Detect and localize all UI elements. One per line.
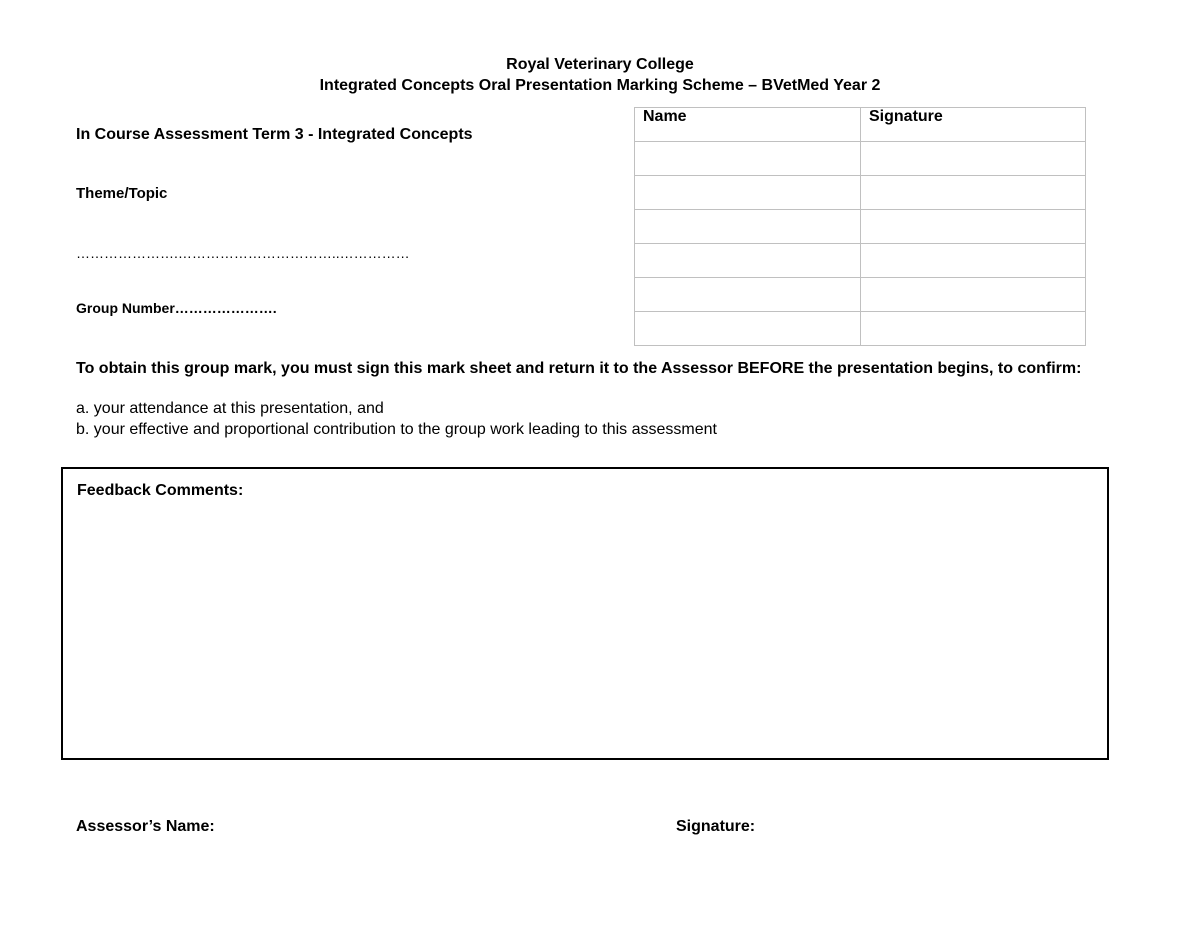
signature-table — [634, 107, 1086, 346]
feedback-comments-box[interactable] — [61, 467, 1109, 760]
institution-title: Royal Veterinary College — [506, 56, 694, 73]
table-row — [635, 176, 1086, 210]
name-cell[interactable] — [635, 210, 861, 244]
signature-cell[interactable] — [861, 210, 1086, 244]
table-row — [635, 210, 1086, 244]
assessor-name-label: Assessor’s Name: — [76, 818, 215, 835]
table-row — [635, 312, 1086, 346]
name-cell[interactable] — [635, 142, 861, 176]
signature-cell[interactable] — [861, 176, 1086, 210]
instructions-lead: To obtain this group mark, you must sign this mark sheet and return it to the Assessor BEFORE the presentation begins, to confirm: — [76, 360, 1082, 377]
theme-topic-field[interactable]: ………………….……………………………..…………… — [76, 245, 410, 261]
signature-cell[interactable] — [861, 312, 1086, 346]
table-row — [635, 278, 1086, 312]
name-cell[interactable] — [635, 278, 861, 312]
signature-column-header: Signature — [861, 108, 1086, 142]
instruction-item-b: b. your effective and proportional contribution to the group work leading to this assessment — [76, 421, 717, 438]
assessor-signature-label: Signature: — [676, 818, 756, 835]
name-cell[interactable] — [635, 312, 861, 346]
table-row — [635, 244, 1086, 278]
name-cell[interactable] — [635, 176, 861, 210]
document-subtitle: Integrated Concepts Oral Presentation Marking Scheme – BVetMed Year 2 — [319, 77, 881, 94]
name-column-header: Name — [635, 108, 861, 142]
signature-cell[interactable] — [861, 142, 1086, 176]
feedback-comments-label: Feedback Comments: — [77, 482, 244, 499]
name-cell[interactable] — [635, 244, 861, 278]
signature-cell[interactable] — [861, 278, 1086, 312]
table-row — [635, 142, 1086, 176]
group-number-field[interactable]: Group Number…………………. — [76, 300, 277, 316]
instruction-item-a: a. your attendance at this presentation, and — [76, 400, 384, 417]
table-header-row — [635, 108, 1086, 142]
theme-topic-label: Theme/Topic — [76, 185, 168, 202]
assessment-label: In Course Assessment Term 3 - Integrated Concepts — [76, 126, 473, 143]
signature-cell[interactable] — [861, 244, 1086, 278]
